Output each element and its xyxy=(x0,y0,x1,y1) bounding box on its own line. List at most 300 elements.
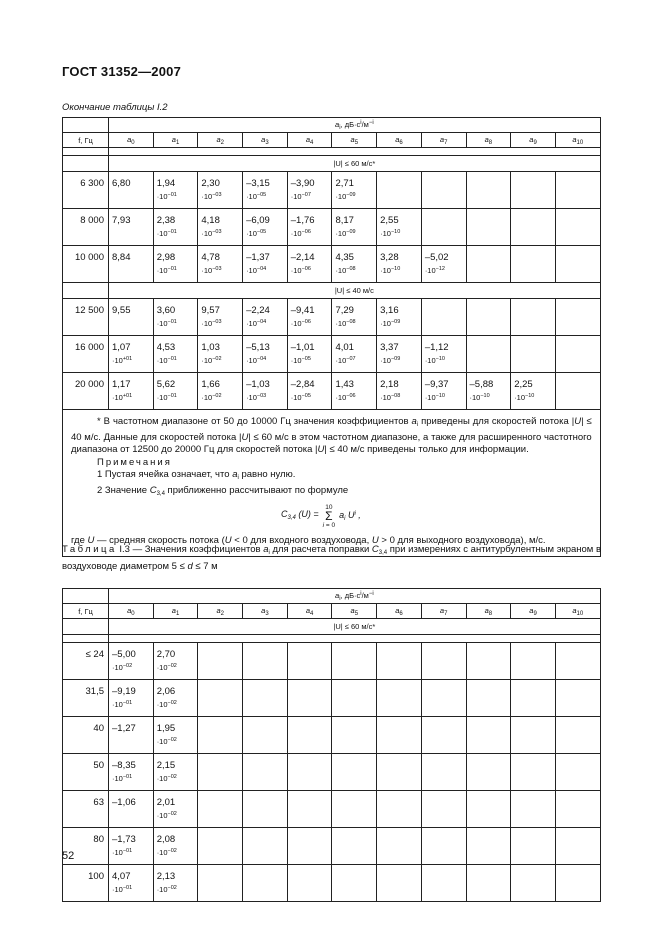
coef-cell-a3 xyxy=(243,680,288,717)
coef-mantissa: 2,70 xyxy=(156,649,176,660)
coef-cell-a2 xyxy=(198,643,243,680)
col-a5: $a_5$ xyxy=(332,604,377,619)
coef-cell-a7 xyxy=(421,680,466,717)
coef-cell-a6 xyxy=(377,172,422,209)
band-60: |U| ≤ 60 м/с* xyxy=(109,619,601,635)
coef-cell-a8 xyxy=(466,209,511,246)
coef-cell-a6 xyxy=(377,643,422,680)
coef-cell-a5 xyxy=(332,680,377,717)
freq-cell: 31,5 xyxy=(63,680,109,717)
coef-mantissa: –1,27 xyxy=(112,723,136,734)
coef-cell-a10 xyxy=(555,172,600,209)
coef-cell-a8 xyxy=(466,373,511,410)
coef-cell-a5 xyxy=(332,246,377,283)
coef-cell-a3 xyxy=(243,717,288,754)
coef-cell-a8 xyxy=(466,643,511,680)
coef-cell-a5 xyxy=(332,209,377,246)
coef-exponent: $\cdot 10^{-10}$ xyxy=(380,229,401,238)
col-a4: $a_4$ xyxy=(287,604,332,619)
coef-exponent: $\cdot 10^{-01}$ xyxy=(156,229,177,238)
coef-exponent: $\cdot 10^{-02}$ xyxy=(156,848,177,857)
coef-mantissa: 2,13 xyxy=(156,871,176,882)
coef-mantissa: –1,37 xyxy=(246,252,270,263)
table-row xyxy=(63,299,601,336)
coef-cell-a8 xyxy=(466,828,511,865)
coef-cell-a4 xyxy=(287,246,332,283)
coef-mantissa: 4,18 xyxy=(201,215,220,226)
coef-exponent: $\cdot 10^{-06}$ xyxy=(290,229,311,238)
coef-exponent: $\cdot 10^{-02}$ xyxy=(201,393,222,402)
coef-mantissa: 2,06 xyxy=(156,686,176,697)
coef-cell-a9 xyxy=(511,209,556,246)
coef-exponent: $\cdot 10^{-01}$ xyxy=(156,192,177,201)
coef-cell-a4 xyxy=(287,754,332,791)
col-a3: $a_3$ xyxy=(243,604,288,619)
coef-cell-a8 xyxy=(466,336,511,373)
coef-cell-a9 xyxy=(511,299,556,336)
coef-exponent: $\cdot 10^{-10}$ xyxy=(469,393,490,402)
col-a8: $a_8$ xyxy=(466,604,511,619)
coef-cell-a0 xyxy=(109,373,154,410)
col-a7: $a_7$ xyxy=(421,133,466,148)
coef-exponent: $\cdot 10^{-03}$ xyxy=(201,192,222,201)
coef-cell-a1 xyxy=(153,209,198,246)
coef-exponent: $\cdot 10^{-09}$ xyxy=(380,319,401,328)
coef-cell-a6 xyxy=(377,828,422,865)
coef-cell-a6 xyxy=(377,209,422,246)
col-a10: $a_{10}$ xyxy=(555,604,600,619)
coef-exponent: $\cdot 10^{-07}$ xyxy=(290,192,311,201)
coef-cell-a0 xyxy=(109,754,154,791)
col-a6: $a_6$ xyxy=(377,604,422,619)
note-item-2: 2 Значение $C_{3,4}$ приближенно рассчитывают по формуле xyxy=(97,484,349,497)
coef-exponent: $\cdot 10^{-04}$ xyxy=(246,319,267,328)
col-a7: $a_7$ xyxy=(421,604,466,619)
coef-mantissa: 3,37 xyxy=(380,342,399,353)
coef-cell-a0 xyxy=(109,643,154,680)
coef-exponent: $\cdot 10^{-06}$ xyxy=(290,319,311,328)
coef-cell-a0 xyxy=(109,246,154,283)
unit-header: $a_i$, $дБ\cdot с^i/м^{-i}$ xyxy=(109,589,601,604)
coef-cell-a1 xyxy=(153,373,198,410)
coef-cell-a1 xyxy=(153,717,198,754)
coef-mantissa: 4,53 xyxy=(156,342,176,353)
coef-cell-a6 xyxy=(377,299,422,336)
coef-mantissa: 2,08 xyxy=(156,834,176,845)
coef-cell-a5 xyxy=(332,172,377,209)
coef-exponent: $\cdot 10^{-01}$ xyxy=(112,885,133,894)
coef-cell-a9 xyxy=(511,865,556,902)
coef-cell-a3 xyxy=(243,336,288,373)
freq-cell: 80 xyxy=(63,828,109,865)
coef-cell-a6 xyxy=(377,791,422,828)
col-a5: $a_5$ xyxy=(332,133,377,148)
coef-mantissa: 1,66 xyxy=(201,379,220,390)
coef-cell-a0 xyxy=(109,680,154,717)
coef-cell-a7 xyxy=(421,172,466,209)
formula: $C_{3,4}$ (U) = 10 Σ i = 0 $a_i$ $U^i$ , xyxy=(281,504,361,529)
coef-cell-a4 xyxy=(287,643,332,680)
freq-cell: 12 500 xyxy=(63,299,109,336)
coef-cell-a6 xyxy=(377,336,422,373)
coef-cell-a7 xyxy=(421,643,466,680)
coef-mantissa: 6,80 xyxy=(112,178,131,189)
coef-cell-a6 xyxy=(377,717,422,754)
coef-cell-a5 xyxy=(332,373,377,410)
coef-cell-a2 xyxy=(198,373,243,410)
coef-cell-a8 xyxy=(466,717,511,754)
table2-caption: Таблица I.3 — Значения коэффициентов $a_i$ для расчета поправки $C_{3,4}$ при измерениях с антитурбулентным экраном в воздуховоде диаметром 5 ≤ d ≤ 7 м xyxy=(62,544,602,572)
freq-cell: 16 000 xyxy=(63,336,109,373)
col-a6: $a_6$ xyxy=(377,133,422,148)
coef-exponent: $\cdot 10^{-04}$ xyxy=(246,356,267,365)
freq-cell: 6 300 xyxy=(63,172,109,209)
coef-exponent: $\cdot 10^{-06}$ xyxy=(290,266,311,275)
coef-mantissa: 2,55 xyxy=(380,215,399,226)
coef-exponent: $\cdot 10^{-01}$ xyxy=(112,700,133,709)
coef-mantissa: –9,37 xyxy=(424,379,449,390)
coef-cell-a6 xyxy=(377,373,422,410)
coef-exponent: $\cdot 10^{-05}$ xyxy=(290,393,311,402)
coef-cell-a10 xyxy=(555,791,600,828)
coef-cell-a9 xyxy=(511,373,556,410)
coef-mantissa: 1,03 xyxy=(201,342,220,353)
coef-exponent: $\cdot 10^{-10}$ xyxy=(514,393,535,402)
col-a2: $a_2$ xyxy=(198,604,243,619)
coef-cell-a7 xyxy=(421,299,466,336)
coef-cell-a9 xyxy=(511,246,556,283)
coef-cell-a4 xyxy=(287,828,332,865)
coef-mantissa: 1,07 xyxy=(112,342,131,353)
coef-cell-a4 xyxy=(287,209,332,246)
table1-caption: Окончание таблицы I.2 xyxy=(62,102,168,113)
col-a1: $a_1$ xyxy=(153,604,198,619)
freq-cell: 40 xyxy=(63,717,109,754)
coef-mantissa: –2,84 xyxy=(290,379,315,390)
coef-exponent: $\cdot 10^{-02}$ xyxy=(156,885,177,894)
coef-cell-a10 xyxy=(555,209,600,246)
coef-cell-a10 xyxy=(555,299,600,336)
coef-mantissa: –1,12 xyxy=(424,342,449,353)
coef-cell-a9 xyxy=(511,754,556,791)
note-item-1: 1 Пустая ячейка означает, что $a_i$ равно нулю. xyxy=(97,469,296,481)
col-a9: $a_9$ xyxy=(511,133,556,148)
gap-cell xyxy=(109,635,601,643)
coef-mantissa: –6,09 xyxy=(246,215,270,226)
col-a0: $a_0$ xyxy=(109,604,154,619)
freq-col-header: f, Гц xyxy=(63,604,109,619)
coef-mantissa: –5,00 xyxy=(112,649,136,660)
gap-cell xyxy=(63,148,109,156)
coef-exponent: $\cdot 10^{-02}$ xyxy=(156,774,177,783)
coef-cell-a4 xyxy=(287,791,332,828)
band-blank xyxy=(63,156,109,172)
coef-exponent: $\cdot 10^{-09}$ xyxy=(335,229,356,238)
coef-cell-a10 xyxy=(555,643,600,680)
coef-exponent: $\cdot 10^{-02}$ xyxy=(156,700,177,709)
coef-cell-a2 xyxy=(198,680,243,717)
col-a4: $a_4$ xyxy=(287,133,332,148)
coef-cell-a5 xyxy=(332,717,377,754)
table2-rows xyxy=(63,643,601,902)
coef-exponent: $\cdot 10^{-10}$ xyxy=(380,266,401,275)
coef-cell-a2 xyxy=(198,828,243,865)
coef-mantissa: –1,01 xyxy=(290,342,315,353)
freq-cell: 8 000 xyxy=(63,209,109,246)
coef-cell-a5 xyxy=(332,336,377,373)
coef-mantissa: 2,18 xyxy=(380,379,399,390)
coef-cell-a3 xyxy=(243,209,288,246)
coef-cell-a3 xyxy=(243,754,288,791)
coef-mantissa: –1,76 xyxy=(290,215,315,226)
coef-cell-a3 xyxy=(243,299,288,336)
coef-exponent: $\cdot 10^{-03}$ xyxy=(246,393,267,402)
coef-cell-a0 xyxy=(109,828,154,865)
table1-group-40 xyxy=(63,299,601,410)
coef-exponent: $\cdot 10^{-12}$ xyxy=(424,266,445,275)
col-a1: $a_1$ xyxy=(153,133,198,148)
coef-exponent: $\cdot 10^{-09}$ xyxy=(335,192,356,201)
coef-cell-a3 xyxy=(243,865,288,902)
coef-exponent: $\cdot 10^{-02}$ xyxy=(156,811,177,820)
table-i3 xyxy=(62,588,601,902)
coef-mantissa: 3,16 xyxy=(380,305,399,316)
coef-cell-a9 xyxy=(511,336,556,373)
coef-cell-a2 xyxy=(198,209,243,246)
col-a9: $a_9$ xyxy=(511,604,556,619)
coef-exponent: $\cdot 10^{-02}$ xyxy=(112,663,133,672)
coef-cell-a0 xyxy=(109,865,154,902)
coef-exponent: $\cdot 10^{-08}$ xyxy=(335,266,356,275)
coef-mantissa: –9,19 xyxy=(112,686,136,697)
page-number: 52 xyxy=(62,850,75,862)
coef-cell-a5 xyxy=(332,754,377,791)
coef-cell-a9 xyxy=(511,643,556,680)
coef-mantissa: 3,28 xyxy=(380,252,399,263)
coef-mantissa: 2,71 xyxy=(335,178,354,189)
table1-notes xyxy=(63,410,601,557)
coef-mantissa: 5,62 xyxy=(156,379,176,390)
coef-cell-a6 xyxy=(377,680,422,717)
coef-cell-a9 xyxy=(511,717,556,754)
coef-cell-a4 xyxy=(287,336,332,373)
coef-exponent: $\cdot 10^{-03}$ xyxy=(201,266,222,275)
coef-exponent: $\cdot 10^{-01}$ xyxy=(156,319,177,328)
table-row xyxy=(63,246,601,283)
coef-cell-a1 xyxy=(153,865,198,902)
unit-header: $a_i$, $дБ\cdot с^i/м^{-i}$ xyxy=(109,118,601,133)
coef-cell-a2 xyxy=(198,865,243,902)
table1-group-60 xyxy=(63,172,601,283)
coef-cell-a0 xyxy=(109,172,154,209)
coef-cell-a7 xyxy=(421,828,466,865)
coef-cell-a1 xyxy=(153,754,198,791)
coef-cell-a2 xyxy=(198,172,243,209)
coef-cell-a4 xyxy=(287,717,332,754)
coef-cell-a3 xyxy=(243,246,288,283)
coef-mantissa: –5,13 xyxy=(246,342,270,353)
coef-cell-a4 xyxy=(287,172,332,209)
coef-mantissa: –3,15 xyxy=(246,178,270,189)
coef-cell-a5 xyxy=(332,299,377,336)
freq-cell: ≤ 24 xyxy=(63,643,109,680)
coef-mantissa: 1,43 xyxy=(335,379,354,390)
coef-cell-a8 xyxy=(466,791,511,828)
coef-mantissa: –5,02 xyxy=(424,252,449,263)
coef-mantissa: 7,29 xyxy=(335,305,354,316)
coef-mantissa: 9,57 xyxy=(201,305,220,316)
coef-mantissa: 2,98 xyxy=(156,252,176,263)
coef-cell-a3 xyxy=(243,643,288,680)
coef-cell-a10 xyxy=(555,336,600,373)
coef-mantissa: 9,55 xyxy=(112,305,131,316)
coef-cell-a6 xyxy=(377,754,422,791)
freq-cell: 20 000 xyxy=(63,373,109,410)
coef-mantissa: –5,88 xyxy=(469,379,494,390)
coef-cell-a1 xyxy=(153,791,198,828)
coef-cell-a2 xyxy=(198,717,243,754)
coef-cell-a9 xyxy=(511,791,556,828)
col-a10: $a_{10}$ xyxy=(555,133,600,148)
table-row xyxy=(63,791,601,828)
coef-exponent: $\cdot 10^{-08}$ xyxy=(380,393,401,402)
coef-mantissa: –1,06 xyxy=(112,797,136,808)
coef-cell-a7 xyxy=(421,865,466,902)
coef-exponent: $\cdot 10^{-01}$ xyxy=(156,393,177,402)
coef-exponent: $\cdot 10^{-01}$ xyxy=(112,774,133,783)
freq-cell: 63 xyxy=(63,791,109,828)
coef-cell-a7 xyxy=(421,754,466,791)
coef-cell-a4 xyxy=(287,865,332,902)
coef-cell-a2 xyxy=(198,246,243,283)
coef-cell-a7 xyxy=(421,336,466,373)
coef-mantissa: 2,15 xyxy=(156,760,176,771)
table-row xyxy=(63,172,601,209)
coef-cell-a1 xyxy=(153,246,198,283)
coef-exponent: $\cdot 10^{-05}$ xyxy=(246,229,267,238)
coef-mantissa: –1,73 xyxy=(112,834,136,845)
coef-cell-a3 xyxy=(243,791,288,828)
coef-exponent: $\cdot 10^{-06}$ xyxy=(335,393,356,402)
coef-mantissa: 2,25 xyxy=(514,379,533,390)
coef-exponent: $\cdot 10^{-02}$ xyxy=(201,356,222,365)
table-row xyxy=(63,209,601,246)
note-definition: где U — средняя скорость потока (U < 0 для входного воздуховода, U > 0 для выходного воздуховода), м/с. xyxy=(71,535,546,546)
table-row xyxy=(63,336,601,373)
coef-cell-a1 xyxy=(153,643,198,680)
coef-mantissa: 1,94 xyxy=(156,178,176,189)
coef-cell-a10 xyxy=(555,717,600,754)
coef-cell-a4 xyxy=(287,299,332,336)
coef-cell-a9 xyxy=(511,680,556,717)
coef-exponent: $\cdot 10^{-03}$ xyxy=(201,229,222,238)
coef-exponent: $\cdot 10^{+01}$ xyxy=(112,393,133,402)
coef-cell-a1 xyxy=(153,336,198,373)
coef-cell-a7 xyxy=(421,246,466,283)
coef-cell-a2 xyxy=(198,336,243,373)
table-row xyxy=(63,717,601,754)
coef-cell-a0 xyxy=(109,717,154,754)
coef-cell-a1 xyxy=(153,828,198,865)
coef-cell-a8 xyxy=(466,299,511,336)
coef-exponent: $\cdot 10^{-09}$ xyxy=(380,356,401,365)
freq-cell: 100 xyxy=(63,865,109,902)
freq-cell: 50 xyxy=(63,754,109,791)
coef-cell-a8 xyxy=(466,246,511,283)
coef-cell-a0 xyxy=(109,791,154,828)
coef-cell-a6 xyxy=(377,246,422,283)
coef-cell-a10 xyxy=(555,828,600,865)
coef-exponent: $\cdot 10^{-08}$ xyxy=(335,319,356,328)
band-blank xyxy=(63,619,109,635)
coef-exponent: $\cdot 10^{-05}$ xyxy=(246,192,267,201)
coef-cell-a10 xyxy=(555,865,600,902)
coef-cell-a4 xyxy=(287,680,332,717)
coef-cell-a1 xyxy=(153,680,198,717)
coef-cell-a9 xyxy=(511,828,556,865)
coef-exponent: $\cdot 10^{+01}$ xyxy=(112,356,133,365)
table-row xyxy=(63,754,601,791)
coef-mantissa: 2,01 xyxy=(156,797,176,808)
gap-cell xyxy=(109,148,601,156)
coef-cell-a0 xyxy=(109,209,154,246)
table-row xyxy=(63,865,601,902)
coef-cell-a9 xyxy=(511,172,556,209)
coef-cell-a0 xyxy=(109,299,154,336)
freq-cell: 10 000 xyxy=(63,246,109,283)
table-header-blank xyxy=(63,118,109,133)
document-header: ГОСТ 31352—2007 xyxy=(62,64,181,79)
coef-cell-a3 xyxy=(243,373,288,410)
footnote: * В частотном диапазоне от 50 до 10000 Гц значения коэффициентов $a_i$ приведены для скоростей потока |U| ≤ 40 м/с. Данные для скоростей потока |U| ≤ 60 м/с в этом частотном диапазоне, а также для расширенного частотного диапазона от 12500 до 20000 Гц для скоростей потока |U| ≤ 40 м/с приведены только для информации. xyxy=(71,416,592,455)
band-blank xyxy=(63,283,109,299)
table-row xyxy=(63,643,601,680)
coef-cell-a1 xyxy=(153,172,198,209)
coef-cell-a10 xyxy=(555,680,600,717)
coef-cell-a2 xyxy=(198,791,243,828)
coef-exponent: $\cdot 10^{-02}$ xyxy=(156,663,177,672)
table-i2 xyxy=(62,117,601,557)
coef-exponent: $\cdot 10^{-01}$ xyxy=(112,848,133,857)
col-a3: $a_3$ xyxy=(243,133,288,148)
coef-cell-a6 xyxy=(377,865,422,902)
coef-mantissa: 8,17 xyxy=(335,215,354,226)
col-a8: $a_8$ xyxy=(466,133,511,148)
coef-mantissa: 4,35 xyxy=(335,252,354,263)
band-40: |U| ≤ 40 м/с xyxy=(109,283,601,299)
freq-col-header: f, Гц xyxy=(63,133,109,148)
coef-exponent: $\cdot 10^{-01}$ xyxy=(156,356,177,365)
coef-mantissa: 2,38 xyxy=(156,215,176,226)
coef-mantissa: 4,07 xyxy=(112,871,131,882)
coef-mantissa: 8,84 xyxy=(112,252,131,263)
coef-cell-a3 xyxy=(243,828,288,865)
coef-cell-a8 xyxy=(466,865,511,902)
coef-exponent: $\cdot 10^{-02}$ xyxy=(156,737,177,746)
coef-mantissa: 3,60 xyxy=(156,305,176,316)
coef-exponent: $\cdot 10^{-04}$ xyxy=(246,266,267,275)
coef-cell-a4 xyxy=(287,373,332,410)
coef-exponent: $\cdot 10^{-07}$ xyxy=(335,356,356,365)
coef-exponent: $\cdot 10^{-05}$ xyxy=(290,356,311,365)
coef-cell-a5 xyxy=(332,828,377,865)
sum-symbol: 10 Σ i = 0 xyxy=(322,504,336,529)
coef-cell-a5 xyxy=(332,865,377,902)
coef-mantissa: 4,78 xyxy=(201,252,220,263)
coef-cell-a7 xyxy=(421,791,466,828)
coef-mantissa: –2,24 xyxy=(246,305,270,316)
coef-mantissa: –8,35 xyxy=(112,760,136,771)
